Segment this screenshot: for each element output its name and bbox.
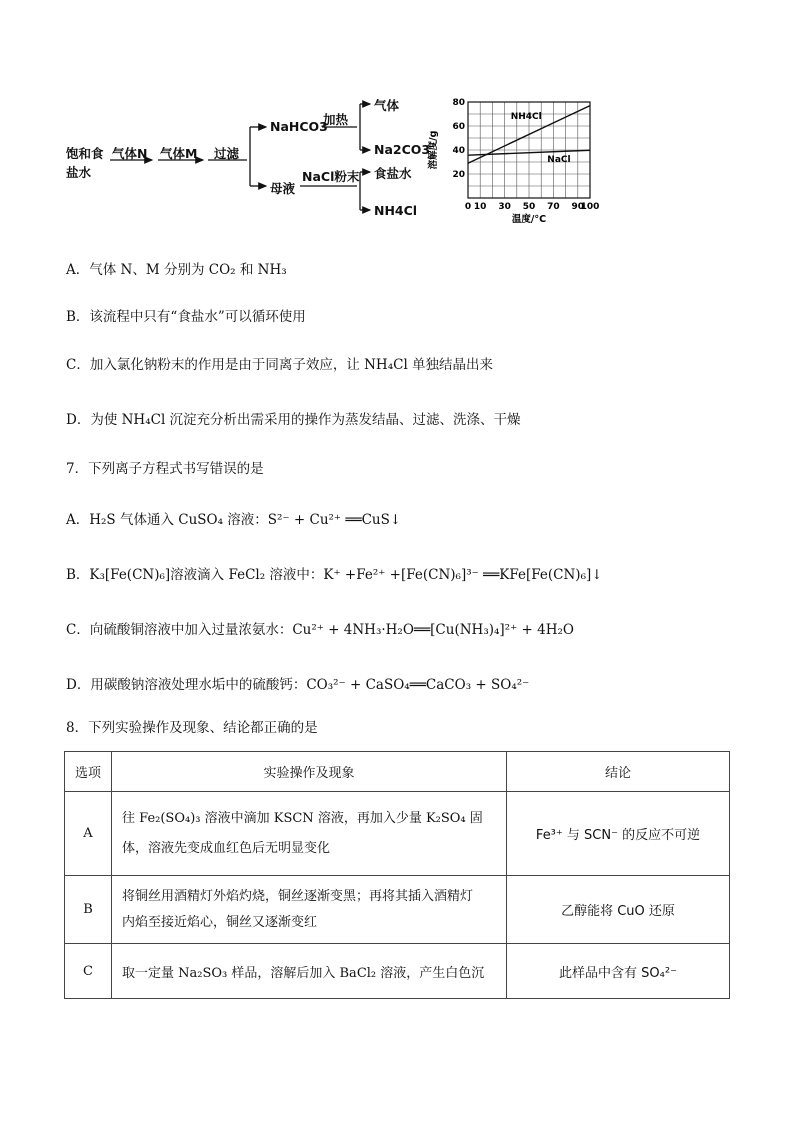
flow-nacl-powder: NaCl粉末: [302, 169, 360, 184]
flow-step-gas-m: 气体M: [160, 146, 198, 161]
flow-salt-water: 食盐水: [374, 166, 412, 181]
series-label-nacl: NaCl: [547, 155, 571, 165]
flow-nahco3: NaHCO3: [270, 119, 328, 134]
q8-stem: 8．下列实验操作及现象、结论都正确的是: [66, 720, 318, 736]
y-tick-label: 20: [452, 170, 465, 180]
q6-option-d: D．为使 NH₄Cl 沉淀充分析出需采用的操作为蒸发结晶、过滤、洗涤、干燥: [66, 412, 521, 428]
x-tick-label: 100: [580, 202, 600, 212]
header-option: 选项: [65, 752, 112, 792]
solubility-chart: [420, 90, 620, 230]
row-operation: 取一定量 Na₂SO₃ 样品，溶解后加入 BaCl₂ 溶液，产生白色沉: [112, 944, 507, 999]
row-operation: 往 Fe₂(SO₄)₃ 溶液中滴加 KSCN 溶液，再加入少量 K₂SO₄ 固 体，溶液先变成血红色后无明显变化: [112, 792, 507, 876]
flow-mother-liquor: 母液: [270, 181, 296, 196]
flow-heat-label: 加热: [323, 112, 349, 127]
row-conclusion: 此样品中含有 SO₄²⁻: [507, 944, 730, 999]
x-axis-label: 温度/°C: [511, 214, 547, 225]
q7-option-b: B．K₃[Fe(CN)₆]溶液滴入 FeCl₂ 溶液中：K⁺ +Fe²⁺ +[Fe(CN)₆]³⁻ ══KFe[Fe(CN)₆]↓: [66, 567, 603, 583]
row-conclusion: Fe³⁺ 与 SCN⁻ 的反应不可逆: [507, 792, 730, 876]
x-tick-label: 70: [547, 202, 560, 212]
q7-stem: 7．下列离子方程式书写错误的是: [66, 461, 264, 477]
q7-option-c: C．向硫酸铜溶液中加入过量浓氨水：Cu²⁺ + 4NH₃·H₂O══[Cu(NH₃)₄]²⁺ + 4H₂O: [66, 622, 574, 638]
row-option: B: [65, 876, 112, 944]
row-conclusion: 乙醇能将 CuO 还原: [507, 876, 730, 944]
q7-option-a: A．H₂S 气体通入 CuSO₄ 溶液：S²⁻ + Cu²⁺ ══CuS↓: [66, 512, 402, 528]
x-tick-label: 90: [571, 202, 585, 212]
x-tick-label: 50: [522, 202, 536, 212]
y-tick-label: 40: [452, 146, 465, 156]
flow-nh4cl: NH4Cl: [374, 203, 418, 218]
table-row: [65, 876, 730, 944]
flow-start: 饱和食 盐水: [66, 146, 104, 180]
q6-option-b: B．该流程中只有“食盐水”可以循环使用: [66, 309, 306, 325]
x-tick-label: 30: [498, 202, 511, 212]
x-tick-label: 0: [464, 202, 472, 212]
table-header-row: [65, 752, 730, 792]
table-row: [65, 792, 730, 876]
y-tick-label: 60: [452, 122, 465, 132]
flow-gas-out: 气体: [374, 98, 400, 113]
flow-step-gas-n: 气体N: [112, 146, 148, 161]
q6-option-c: C．加入氯化钠粉末的作用是由于同离子效应，让 NH₄Cl 单独结晶出来: [66, 357, 494, 373]
row-option: A: [65, 792, 112, 876]
row-option: C: [65, 944, 112, 999]
x-tick-label: 10: [473, 202, 487, 212]
y-tick-label: 80: [452, 98, 465, 108]
row-operation: 将铜丝用酒精灯外焰灼烧，铜丝逐渐变黑；再将其插入酒精灯 内焰至接近焰心，铜丝又逐渐变红: [112, 876, 507, 944]
flow-na2co3: Na2CO3: [374, 142, 431, 157]
q8-table: [64, 751, 730, 999]
q6-option-a: A．气体 N、M 分别为 CO₂ 和 NH₃: [66, 262, 287, 278]
header-operation: 实验操作及现象: [112, 752, 507, 792]
y-axis-label: 溶解度/g: [428, 130, 439, 170]
q7-option-d: D．用碳酸钠溶液处理水垢中的硫酸钙：CO₃²⁻ + CaSO₄══CaCO₃ + SO₄²⁻: [66, 677, 530, 693]
flow-step-filter: 过滤: [214, 146, 240, 161]
header-conclusion: 结论: [507, 752, 730, 792]
table-row: [65, 944, 730, 999]
series-label-nh4cl: NH4Cl: [510, 111, 542, 122]
